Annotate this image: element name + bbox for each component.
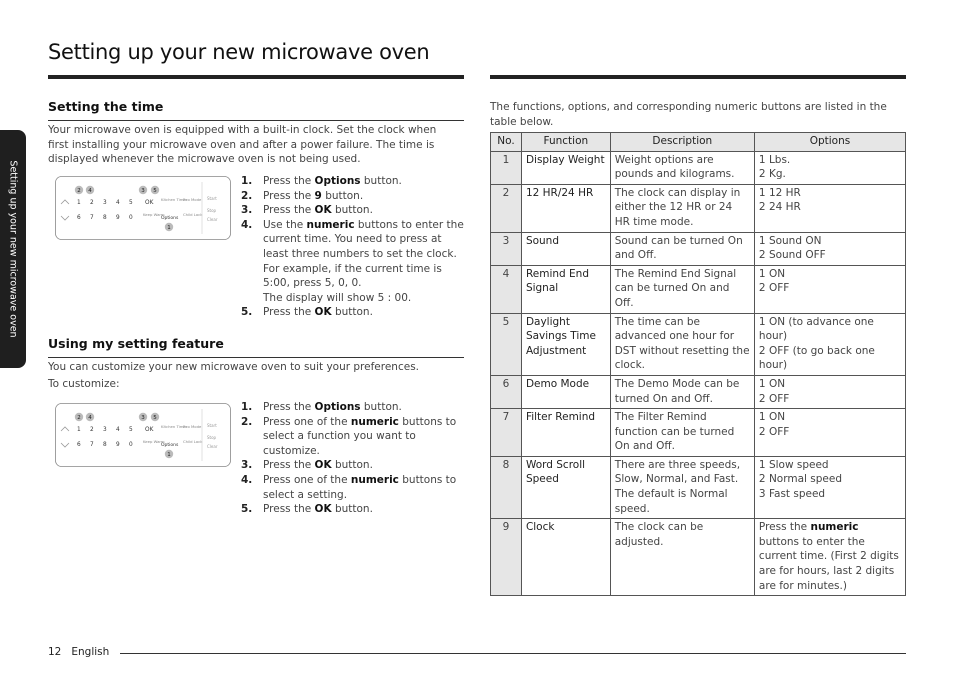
callout-label: 1: [167, 452, 171, 459]
col-header-function: Function: [521, 133, 610, 152]
step-item: 5. Press the OK button.: [241, 503, 373, 516]
table-row: 4 Remind End Signal The Remind End Signal can be turned On and Off. 1 ON 2 OFF: [491, 265, 906, 313]
svg-text:5: 5: [129, 427, 133, 433]
title-rule-left: [48, 75, 464, 79]
control-panel-illustration-time: [55, 176, 231, 240]
footer-rule: [120, 653, 906, 654]
step-item: 2. Press one of the numeric buttons to select a function you want to customize.: [241, 415, 457, 457]
control-panel-illustration-custom: [55, 403, 231, 467]
svg-text:1: 1: [77, 427, 81, 433]
table-row: 5 Daylight Savings Time Adjustment The time can be advanced one hour for DST without resetting the clock. 1 ON (to advance one hour) 2 OFF (to go back one hour): [491, 313, 906, 375]
col-header-description: Description: [610, 133, 754, 152]
svg-text:Child Lock: Child Lock: [183, 439, 203, 444]
svg-text:7: 7: [90, 215, 94, 221]
svg-text:Options: Options: [161, 216, 179, 221]
step-item: 2. Press the 9 button.: [241, 189, 364, 202]
svg-text:1: 1: [77, 200, 81, 206]
step-item: 1. Press the Options button.: [241, 175, 402, 187]
section-intro-custom-2: To customize:: [48, 378, 120, 390]
svg-text:OK: OK: [145, 427, 154, 433]
svg-text:2: 2: [90, 427, 94, 433]
svg-text:Keep Warm: Keep Warm: [143, 439, 165, 444]
svg-text:0: 0: [129, 442, 133, 448]
step-item: 5. Press the OK button.: [241, 306, 373, 319]
callout-label: 2: [77, 188, 81, 195]
svg-text:Stop: Stop: [207, 208, 217, 213]
steps-time: [241, 174, 469, 320]
callout-label: 4: [88, 188, 92, 195]
steps-custom: [241, 400, 469, 517]
table-row: 3 Sound Sound can be turned On and Off. 1 Sound ON 2 Sound OFF: [491, 232, 906, 265]
page-footer: [48, 646, 109, 658]
svg-text:Options: Options: [161, 443, 179, 448]
svg-text:8: 8: [103, 215, 107, 221]
svg-text:Clear: Clear: [207, 217, 218, 222]
callout-label: 3: [141, 188, 145, 195]
section-rule-time: [48, 120, 464, 121]
svg-text:8: 8: [103, 442, 107, 448]
svg-text:Start: Start: [207, 423, 217, 428]
callout-label: 4: [88, 415, 92, 422]
table-row: 1 Display Weight Weight options are pounds and kilograms. 1 Lbs. 2 Kg.: [491, 151, 906, 184]
col-header-options: Options: [754, 133, 905, 152]
svg-text:Kitchen Timer: Kitchen Timer: [161, 424, 188, 429]
section-heading-time: Setting the time: [48, 99, 164, 114]
table-row: 7 Filter Remind The Filter Remind function can be turned On and Off. 1 ON 2 OFF: [491, 409, 906, 457]
svg-text:7: 7: [90, 442, 94, 448]
svg-text:Child Lock: Child Lock: [183, 212, 203, 217]
svg-text:Stop: Stop: [207, 435, 217, 440]
svg-text:2: 2: [90, 200, 94, 206]
table-row: 6 Demo Mode The Demo Mode can be turned On and Off. 1 ON 2 OFF: [491, 375, 906, 408]
svg-text:OK: OK: [145, 200, 154, 206]
svg-text:6: 6: [77, 442, 81, 448]
callout-label: 3: [141, 415, 145, 422]
table-row: 8 Word Scroll Speed There are three speeds, Slow, Normal, and Fast. The default is Normal speed. 1 Slow speed 2 Normal speed 3 Fast speed: [491, 456, 906, 518]
svg-text:Clear: Clear: [207, 444, 218, 449]
section-heading-custom: Using my setting feature: [48, 336, 224, 351]
step-item: 3. Press the OK button.: [241, 459, 373, 472]
table-row: 9 Clock The clock can be adjusted. Press the numeric buttons to enter the current time. (First 2 digits are for hours, last 2 digits are for minutes.): [491, 519, 906, 596]
col-header-no: No.: [491, 133, 522, 152]
options-table: [490, 132, 906, 596]
callout-label: 5: [153, 415, 157, 422]
step-item: 3. Press the OK button.: [241, 204, 373, 217]
step-item: 4. Use the numeric buttons to enter the current time. You need to press at least three numbers to set the clock. For example, if the current time is 5:00, press 5, 0, 0. The display will show 5 : 00.: [241, 218, 464, 304]
step-item: 1. Press the Options button.: [241, 401, 402, 413]
title-rule-right: [490, 75, 906, 79]
svg-text:4: 4: [116, 427, 120, 433]
page-number: 12: [48, 646, 62, 658]
svg-text:3: 3: [103, 200, 107, 206]
svg-text:Eco Mode: Eco Mode: [183, 424, 202, 429]
callout-label: 2: [77, 415, 81, 422]
section-intro-custom: You can customize your new microwave oven to suit your preferences.: [48, 361, 420, 373]
svg-text:4: 4: [116, 200, 120, 206]
section-intro-time: Your microwave oven is equipped with a built-in clock. Set the clock when first installing your microwave oven and after a power failure. The time is displayed whenever the microwave oven is not being used.: [48, 124, 437, 166]
svg-text:6: 6: [77, 215, 81, 221]
step-item: 4. Press one of the numeric buttons to select a setting.: [241, 473, 457, 501]
svg-text:9: 9: [116, 442, 120, 448]
chapter-side-tab-label: Setting up your new microwave oven: [7, 160, 19, 338]
svg-text:5: 5: [129, 200, 133, 206]
section-rule-custom: [48, 357, 464, 358]
svg-text:0: 0: [129, 215, 133, 221]
svg-text:9: 9: [116, 215, 120, 221]
table-row: 2 12 HR/24 HR The clock can display in either the 12 HR or 24 HR time mode. 1 12 HR 2 24 HR: [491, 184, 906, 232]
footer-language: English: [71, 646, 110, 658]
callout-label: 1: [167, 225, 171, 232]
svg-text:Start: Start: [207, 196, 217, 201]
step-note: The display will show 5 : 00.: [263, 291, 412, 304]
page-title: Setting up your new microwave oven: [48, 40, 430, 64]
svg-text:Keep Warm: Keep Warm: [143, 212, 165, 217]
callout-label: 5: [153, 188, 157, 195]
table-intro: The functions, options, and corresponding numeric buttons are listed in the table below.: [490, 101, 887, 128]
svg-text:Eco Mode: Eco Mode: [183, 197, 202, 202]
chapter-side-tab: [0, 130, 26, 368]
svg-text:Kitchen Timer: Kitchen Timer: [161, 197, 188, 202]
svg-text:3: 3: [103, 427, 107, 433]
table-header-row: [491, 133, 906, 152]
